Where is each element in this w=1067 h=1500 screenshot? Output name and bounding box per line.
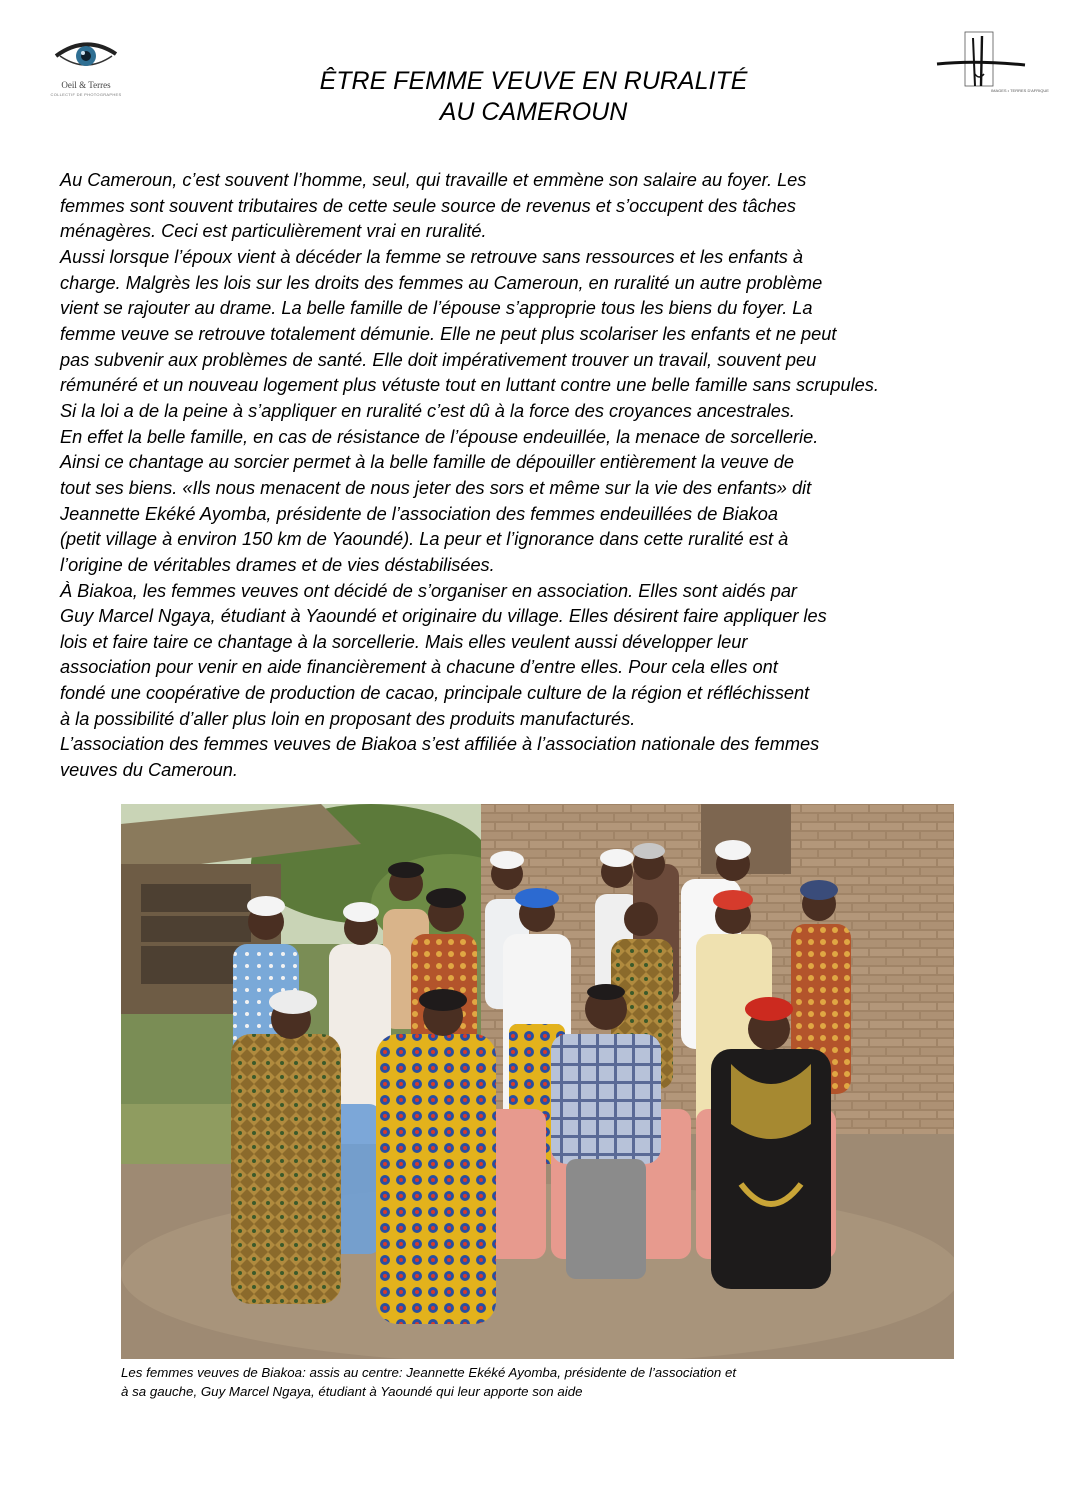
body-line: L’association des femmes veuves de Biakoa s’est affiliée à l’association nationale des femmes [60,734,820,755]
body-line: Jeannette Ekéké Ayomba, présidente de l’association des femmes endeuillées de Biakoa [60,503,779,524]
photo-caption [121,1363,1021,1401]
page-title-line-2: AU CAMEROUN [439,98,628,126]
page-title-line-1: ÊTRE FEMME VEUVE EN RURALITÉ [319,67,748,95]
logo-name: Oeil & Terres [61,80,111,90]
body-line: charge. Malgrès les lois sur les droits des femmes au Cameroun, en ruralité un autre problème [60,272,823,293]
body-line: Si la loi a de la peine à s’appliquer en ruralité c’est dû à la force des croyances ancestrales. [60,400,795,421]
caption-line: à sa gauche, Guy Marcel Ngaya, étudiant à Yaoundé qui leur apporte son aide [121,1384,583,1399]
body-line: Aussi lorsque l’époux vient à décéder la femme se retrouve sans ressources et les enfants à [60,246,804,267]
body-line: association pour venir en aide financièrement à chacune d’entre elles. Pour cela elles ont [60,657,778,678]
body-line: (petit village à environ 150 km de Yaoundé). La peur et l’ignorance dans cette ruralité est à [60,529,789,550]
body-line: veuves du Cameroun. [60,760,238,781]
body-line: femmes sont souvent tributaires de cette seule source de revenus et s’occupent des tâches [60,195,796,216]
caption-line: Les femmes veuves de Biakoa: assis au centre: Jeannette Ekéké Ayomba, présidente de l’association et [121,1365,737,1380]
body-line: femme veuve se retrouve totalement démunie. Elle ne peut plus scolariser les enfants et ne peut [60,323,837,344]
article-body [60,168,1050,784]
body-line: à la possibilité d’aller plus loin en proposant des produits manufacturés. [60,708,636,729]
body-line: Au Cameroun, c’est souvent l’homme, seul, qui travaille et emmène son salaire au foyer. Les [60,170,807,190]
logo-subtitle: COLLECTIF DE PHOTOGRAPHES [50,92,122,97]
group-photo [121,804,954,1359]
body-line: En effet la belle famille, en cas de résistance de l’épouse endeuillée, la menace de sorcellerie. [60,426,819,447]
group-photo-illustration [121,804,954,1359]
body-line: Guy Marcel Ngaya, étudiant à Yaoundé et originaire du village. Elles désirent faire appliquer les [60,606,827,627]
body-line: l’origine de véritables drames et de vies déstabilisées. [60,554,495,575]
body-line: pas subvenir aux problèmes de santé. Elle doit impérativement trouver un travail, souvent peu [60,349,817,370]
body-line: lois et faire taire ce chantage à la sorcellerie. Mais elles veulent aussi développer leur [60,631,748,652]
logo-subtitle: IMAGES • TERRES D'AFRIQUE [991,88,1049,93]
body-line: Ainsi ce chantage au sorcier permet à la belle famille de dépouiller entièrement la veuve de [60,452,794,473]
body-line: vient se rajouter au drame. La belle famille de l’épouse s’approprie tous les biens du foyer. La [60,298,813,319]
body-line: tout ses biens. «Ils nous menacent de nous jeter des sors et même sur la vie des enfants» dit [60,477,812,498]
body-line: fondé une coopérative de production de cacao, principale culture de la région et réfléchissent [60,683,810,704]
body-line: ménagères. Ceci est particulièrement vrai en ruralité. [60,221,487,242]
body-line: rémunéré et un nouveau logement plus vétuste tout en luttant contre une belle famille sans scrupules. [60,375,879,396]
body-line: À Biakoa, les femmes veuves ont décidé de s’organiser en association. Elles sont aidés par [60,580,797,601]
